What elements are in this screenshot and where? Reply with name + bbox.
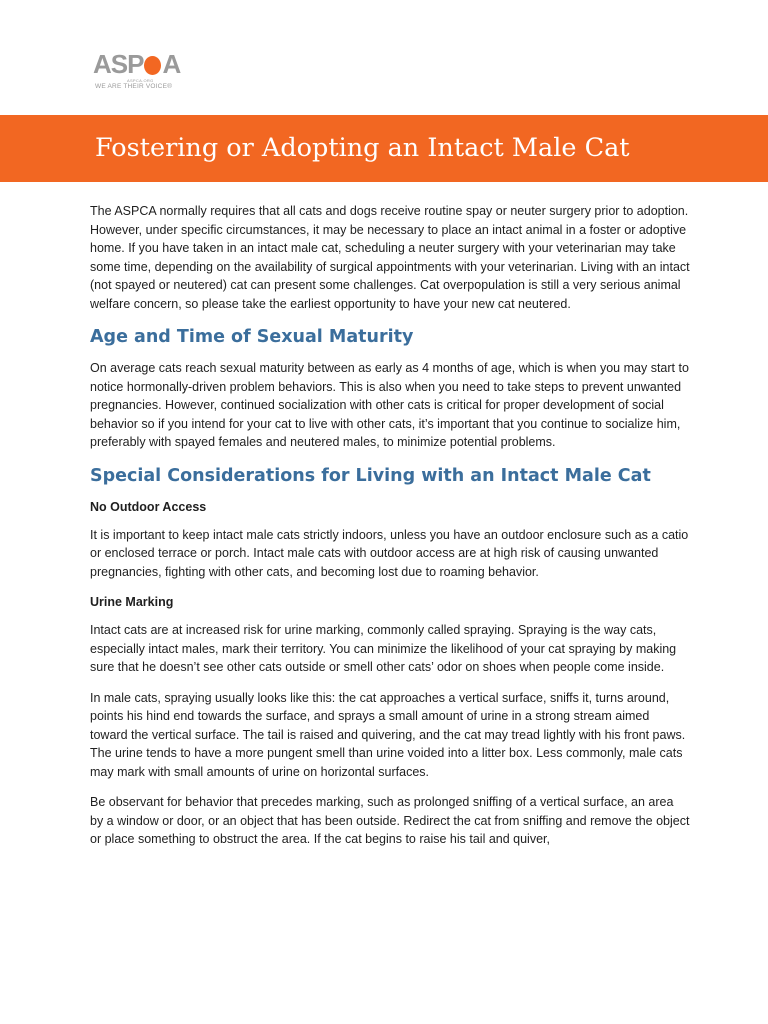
subheading-urine-marking: Urine Marking — [90, 595, 174, 609]
logo-small-text: ASPCA.ORG — [127, 78, 154, 83]
paragraph-urine-marking-3: Be observant for behavior that precedes marking, such as prolonged sniffing of a vertical surface, an area by a window or door, or an object that has been outside. Redirect the cat from sniffing and remove the object or place something to obstruct the area. If the cat begins to raise his tail and quiver, — [90, 795, 690, 846]
section-heading-special-considerations: Special Considerations for Living with an Intact Male Cat — [90, 465, 651, 486]
section-heading-sexual-maturity: Age and Time of Sexual Maturity — [90, 327, 414, 347]
intro-paragraph: The ASPCA normally requires that all cats and dogs receive routine spay or neuter surgery prior to adoption. However, under specific circumstances, it may be necessary to place an intact animal in a foster or adoptive home. If you have taken in an intact male cat, scheduling a neuter surgery with your veterinarian may take some time, depending on the availability of surgical appointments with your veterinarian. Living with an intact (not spayed or neutered) cat can present some challenges. Cat overpopulation is still a very serious animal welfare concern, so please take the earliest opportunity to have your new cat neutered. — [90, 204, 690, 311]
logo-tagline: WE ARE THEIR VOICE® — [95, 83, 173, 90]
logo-orange-circle — [144, 56, 161, 75]
document-body — [90, 202, 690, 861]
aspca-logo — [93, 50, 193, 98]
logo-wordmark — [93, 50, 193, 78]
paragraph-no-outdoor-access: It is important to keep intact male cats strictly indoors, unless you have an outdoor enclosure such as a catio or enclosed terrace or porch. Intact male cats with outdoor access are at high risk of causing unwanted pregnancies, fighting with other cats, and becoming lost due to roaming behavior. — [90, 527, 689, 579]
logo-word-end: A — [162, 49, 181, 79]
section-paragraph-sexual-maturity: On average cats reach sexual maturity between as early as 4 months of age, which is when you may start to notice hormonally-driven problem behaviors. This is also when you need to take steps to prevent unwanted pregnancies. However, continued socialization with other cats is critical for proper development of social behavior so if you intend for your cat to live with other cats, it’s important that you continue to socialize him, preferably with spayed females and neutered males, to minimize potential problems. — [90, 361, 689, 449]
paragraph-urine-marking-2: In male cats, spraying usually looks like this: the cat approaches a vertical surface, sniffs it, turns around, points his hind end towards the surface, and sprays a small amount of urine in a strong stream aimed toward the vertical surface. The tail is raised and quivering, and the cat may tread lightly with his front paws. The urine tends to have a more pungent smell than urine voided into a litter box. Less commonly, male cats may mark with small amounts of urine on horizontal surfaces. — [90, 690, 686, 779]
logo-word-start: ASP — [93, 49, 144, 79]
paragraph-urine-marking-1: Intact cats are at increased risk for urine marking, commonly called spraying. Spraying is the way cats, especially intact males, mark their territory. You can minimize the likelihood of your cat spraying by making sure that he doesn’t see other cats outside or smell other cats’ odor on shoes when people come inside. — [90, 623, 677, 674]
subheading-no-outdoor-access: No Outdoor Access — [90, 499, 207, 514]
page-title: Fostering or Adopting an Intact Male Cat — [95, 133, 630, 163]
